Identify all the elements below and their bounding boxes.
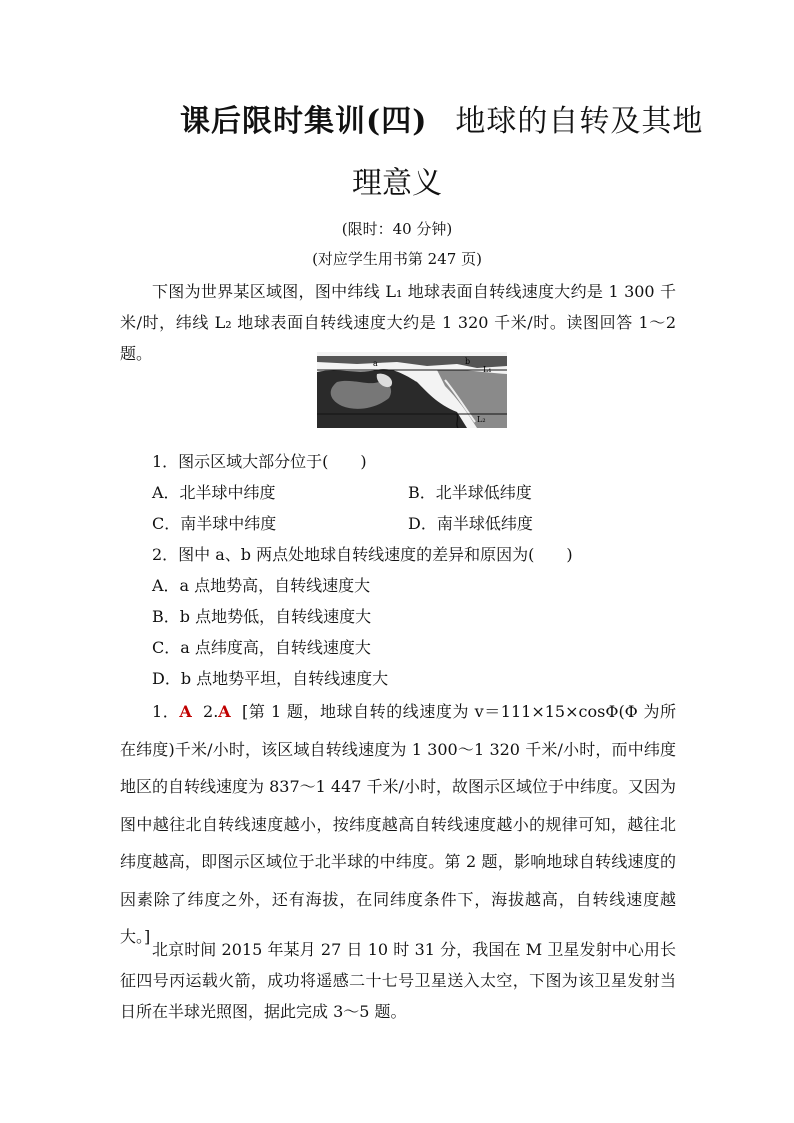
label-b: b	[465, 357, 471, 366]
q2-option-b: B．b 点地势低，自转线速度大	[152, 607, 372, 626]
map-image	[317, 352, 507, 428]
answer-explanation	[120, 693, 676, 956]
label-L1: L₁	[483, 365, 492, 374]
book-reference: (对应学生用书第 247 页)	[312, 250, 482, 268]
q1-option-b: B．北半球低纬度	[408, 483, 532, 502]
q1-option-d: D．南半球低纬度	[408, 514, 533, 533]
answer-num-1: 1．	[152, 702, 180, 721]
q1-option-a: A．北半球中纬度	[152, 483, 276, 502]
page-title-line1	[180, 96, 703, 140]
title-topic: 地球的自转及其地	[455, 104, 704, 139]
answer-num-2: 2.	[203, 702, 219, 721]
q2-option-d: D．b 点地势平坦，自转线速度大	[152, 669, 389, 688]
q2-option-a: A．a 点地势高，自转线速度大	[152, 576, 371, 595]
q1-option-c: C．南半球中纬度	[152, 514, 277, 533]
label-a: a	[373, 359, 378, 368]
explanation-text: [第 1 题，地球自转的线速度为 v＝111×15×cosΦ(Φ 为所在纬度)千米/小时，该区域自转线速度为 1 300～1 320 千米/小时，而中纬度地区的自转线速度为 837～1 447 千米/小时，故图示区域位于中纬度。又因为图中越往北自转线速度越小，按纬度越高自转线速度越小的规律可知，越往北纬度越高，即图示区域位于北半球的中纬度。第 2 题，影响地球自转线速度的因素除了纬度之外，还有海拔，在同纬度条件下，海拔越高，自转线速度越大。]	[120, 702, 677, 946]
q2-stem: 2．图中 a、b 两点处地球自转线速度的差异和原因为( )	[152, 545, 573, 564]
answer-1: A	[179, 702, 192, 721]
time-limit: (限时：40 分钟)	[341, 220, 453, 238]
answer-2: A	[218, 702, 231, 721]
intro-paragraph-1: 下图为世界某区域图，图中纬线 L₁ 地球表面自转线速度大约是 1 300 千米/时，纬线 L₂ 地球表面自转线速度大约是 1 320 千米/时。读图回答 1～2 题。	[120, 282, 676, 363]
q2-option-c: C．a 点纬度高，自转线速度大	[152, 638, 371, 657]
title-series: 课后限时集训(四)	[180, 104, 428, 139]
region-map-figure	[317, 352, 507, 428]
intro-paragraph-2: 北京时间 2015 年某月 27 日 10 时 31 分，我国在 M 卫星发射中心用长征四号丙运载火箭，成功将遥感二十七号卫星送入太空，下图为该卫星发射当日所在半球光照图，据此完成 3～5 题。	[120, 940, 676, 1021]
q1-stem: 1．图示区域大部分位于( )	[152, 452, 367, 471]
label-L2: L₂	[477, 415, 486, 424]
page-title-line2: 理意义	[352, 166, 442, 201]
